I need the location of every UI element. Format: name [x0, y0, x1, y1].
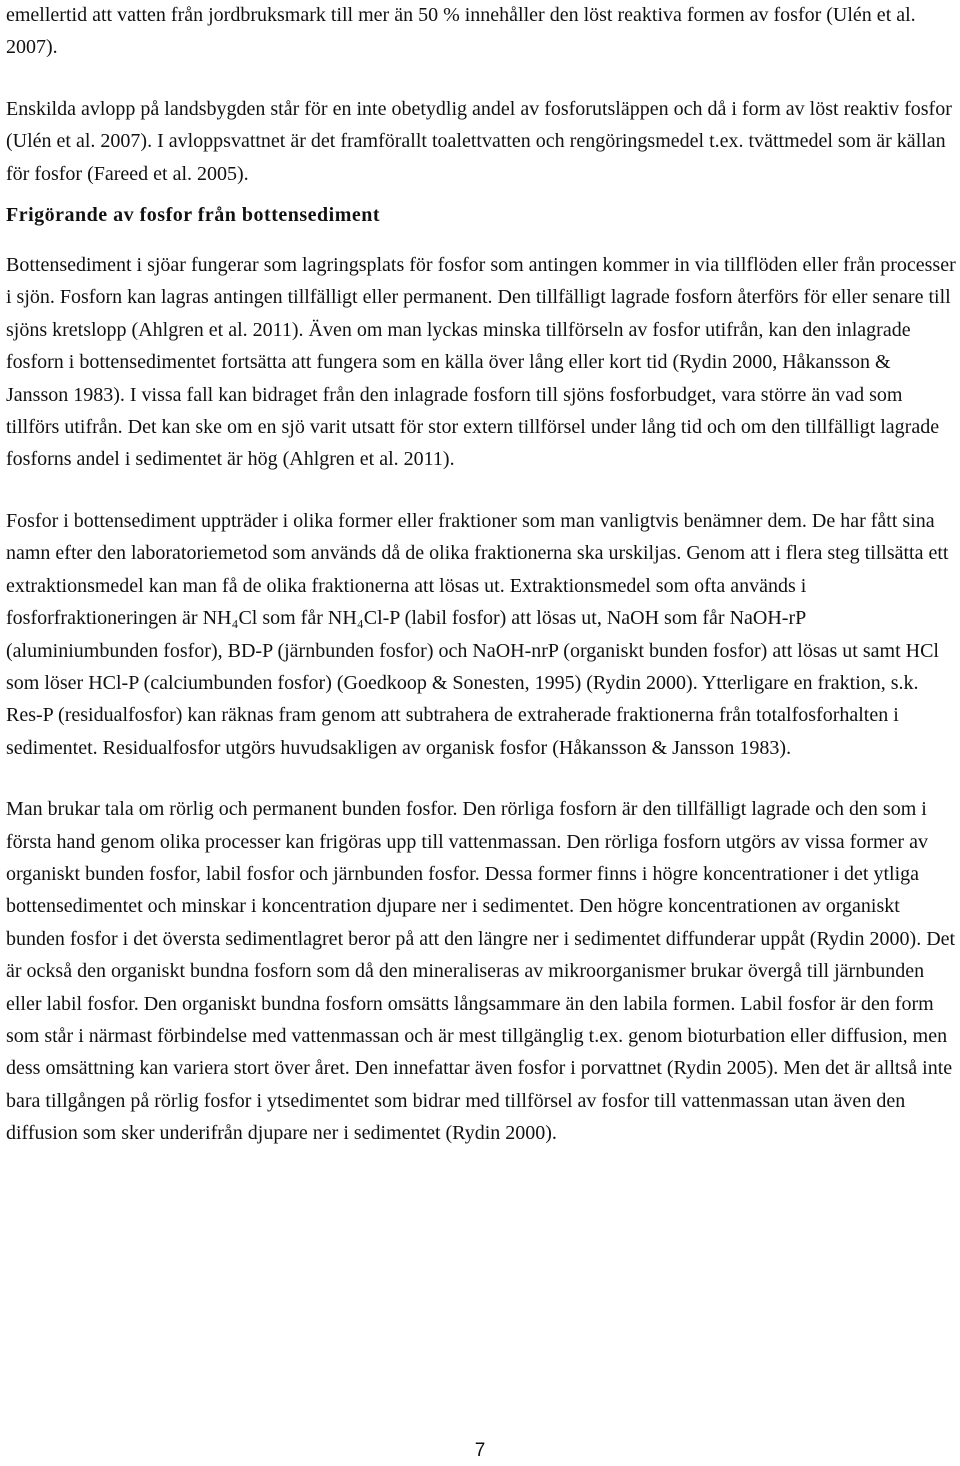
paragraph-fraktioner: Fosfor i bottensediment uppträder i olika former eller fraktioner som man vanligtvis benämner dem. De har fått sina namn efter den laboratoriemetod som används då de olika fraktionerna ska urskiljas. Genom att i flera steg tillsätta ett extraktionsmedel kan man få de olika fraktionerna att lösas ut. Extraktionsmedel som ofta används i fosforfraktioneringen är NH₄Cl som får NH₄Cl-P (labil fosfor) att lösas ut, NaOH som får NaOH-rP (aluminiumbunden fosfor), BD-P (järnbunden fosfor) och NaOH-nrP (organiskt bunden fosfor) att lösas ut samt HCl som löser HCl-P (calciumbunden fosfor) (Goedkoop & Sonesten, 1995) (Rydin 2000). Ytterligare en fraktion, s.k. Res-P (residualfosfor) kan räknas fram genom att subtrahera de extraherade fraktionerna från totalfosforhalten i sedimentet. Residualfosfor utgörs huvudsakligen av organisk fosfor (Håkansson & Jansson 1983).: [6, 509, 949, 759]
section-heading: Frigörande av fosfor från bottensediment: [6, 204, 381, 227]
page-number: 7: [474, 1440, 486, 1461]
document-page: [6, 0, 956, 1150]
paragraph-rorlig-fosfor: Man brukar tala om rörlig och permanent bunden fosfor. Den rörliga fosforn är den tillfälligt lagrade och den som i första hand genom olika processer kan frigöras upp till vattenmassan. Den rörliga fosforn utgörs av vissa former av organiskt bunden fosfor, labil fosfor och järnbunden fosfor. Dessa former finns i högre koncentrationer i det ytliga bottensedimentet och minskar i koncentration djupare ner i sedimentet. Den högre koncentrationen av organiskt bunden fosfor i det översta sedimentlagret beror på att den längre ner i sedimentet diffunderar uppåt (Rydin 2000). Det är också den organiskt bundna fosforn som då den mineraliseras av mikroorganismer brukar övergå till järnbunden eller labil fosfor. Den organiskt bundna fosforn omsätts långsammare än den labila formen. Labil fosfor är den form som står i närmast förbindelse med vattenmassan och är mest tillgänglig t.ex. genom bioturbation eller diffusion, men dess omsättning kan variera stort över året. Den innefattar även fosfor i porvattnet (Rydin 2005). Men det är alltså inte bara tillgången på rörlig fosfor i ytsedimentet som bidrar med tillförsel av fosfor till vattenmassan utan även den diffusion som sker underifrån djupare ner i sedimentet (Rydin 2000).: [6, 798, 956, 1145]
paragraph-continuation: emellertid att vatten från jordbruksmark till mer än 50 % innehåller den löst reaktiva formen av fosfor (Ulén et al. 2007).: [6, 4, 916, 59]
paragraph-enskilda-avlopp: Enskilda avlopp på landsbygden står för en inte obetydlig andel av fosforutsläppen och då i form av löst reaktiv fosfor (Ulén et al. 2007). I avloppsvattnet är det framförallt toalettvatten och rengöringsmedel t.ex. tvättmedel som är källan för fosfor (Fareed et al. 2005).: [6, 97, 952, 185]
paragraph-bottensediment: Bottensediment i sjöar fungerar som lagringsplats för fosfor som antingen kommer in via tillflöden eller från processer i sjön. Fosforn kan lagras antingen tillfälligt eller permanent. Den tillfälligt lagrade fosforn återförs för eller senare till sjöns kretslopp (Ahlgren et al. 2011). Även om man lyckas minska tillförseln av fosfor utifrån, kan den inlagrade fosforn i bottensedimentet fortsätta att fungera som en källa över lång eller kort tid (Rydin 2000, Håkansson & Jansson 1983). I vissa fall kan bidraget från den inlagrade fosforn till sjöns fosforbudget, vara större än vad som tillförs utifrån. Det kan ske om en sjö varit utsatt för stor extern tillförsel under lång tid och om den tillfälligt lagrade fosforns andel i sedimentet är hög (Ahlgren et al. 2011).: [6, 254, 956, 471]
